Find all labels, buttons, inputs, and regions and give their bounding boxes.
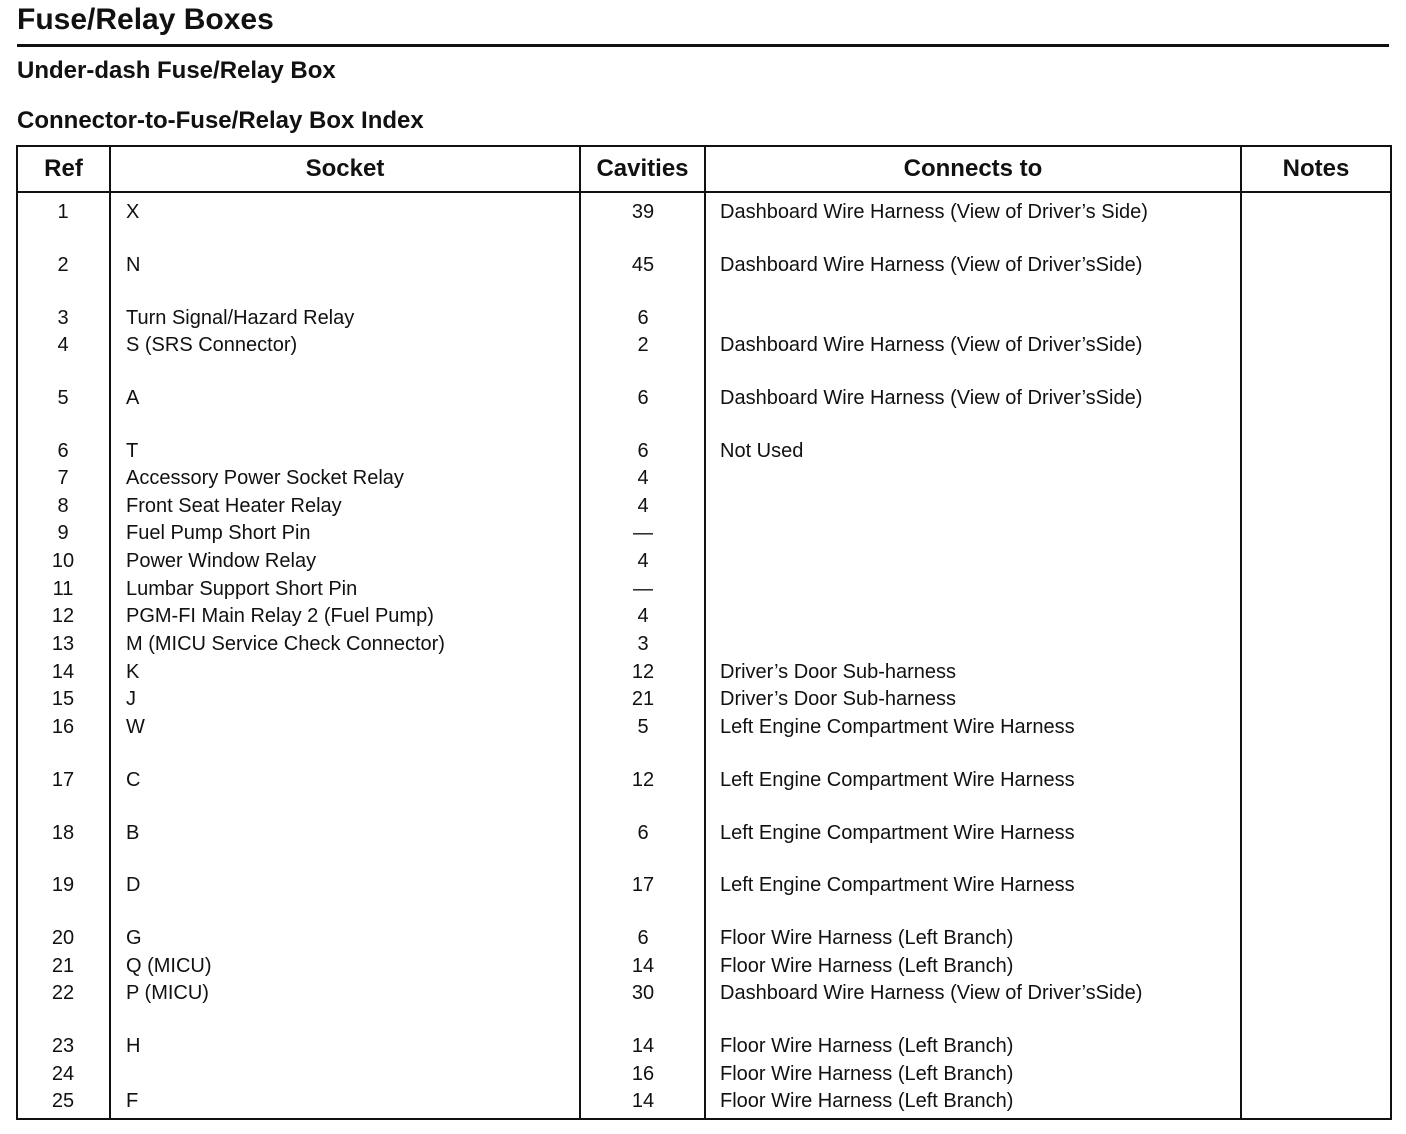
row-ref: 2 — [57, 254, 69, 276]
row-socket: Power Window Relay — [126, 550, 317, 572]
row-ref: 3 — [57, 307, 69, 329]
row-connects-to: Dashboard Wire Harness (View of Driver’s Side) — [720, 201, 1148, 223]
row-cavities: 14 — [631, 955, 655, 977]
row-cavities: 21 — [631, 688, 655, 710]
row-socket: M (MICU Service Check Connector) — [126, 633, 445, 655]
row-cavities: 4 — [637, 495, 649, 517]
row-socket: H — [126, 1035, 141, 1057]
row-socket: D — [126, 874, 141, 896]
table-row — [0, 604, 1406, 628]
row-cavities: 4 — [637, 467, 649, 489]
row-cavities: 12 — [631, 769, 655, 791]
header-connects-to: Connects to — [903, 155, 1043, 182]
row-socket: Lumbar Support Short Pin — [126, 578, 358, 600]
row-ref: 12 — [51, 605, 75, 627]
row-connects-to: Left Engine Compartment Wire Harness — [720, 874, 1075, 896]
row-socket: P (MICU) — [126, 982, 209, 1004]
row-ref: 18 — [51, 822, 75, 844]
table-row — [0, 577, 1406, 601]
header-socket: Socket — [305, 155, 385, 182]
table-row — [0, 1089, 1406, 1113]
row-ref: 25 — [51, 1090, 75, 1112]
table-row — [0, 926, 1406, 950]
table-row — [0, 1062, 1406, 1086]
row-cavities: 12 — [631, 661, 655, 683]
table-row — [0, 439, 1406, 463]
table-row — [0, 333, 1406, 357]
table-row — [0, 715, 1406, 739]
page-title: Fuse/Relay Boxes — [17, 3, 274, 36]
row-cavities: 45 — [631, 254, 655, 276]
table-row — [0, 768, 1406, 792]
row-cavities: 39 — [631, 201, 655, 223]
row-socket: Front Seat Heater Relay — [126, 495, 342, 517]
table-row — [0, 386, 1406, 410]
row-ref: 14 — [51, 661, 75, 683]
row-connects-to: Left Engine Compartment Wire Harness — [720, 716, 1075, 738]
row-socket: K — [126, 661, 140, 683]
row-ref: 10 — [51, 550, 75, 572]
row-socket: Q (MICU) — [126, 955, 212, 977]
table-row — [0, 687, 1406, 711]
table-row — [0, 521, 1406, 545]
row-socket: X — [126, 201, 140, 223]
table-row — [0, 549, 1406, 573]
row-connects-to: Floor Wire Harness (Left Branch) — [720, 1035, 1014, 1057]
row-connects-to: Floor Wire Harness (Left Branch) — [720, 1090, 1014, 1112]
row-cavities: 2 — [637, 334, 649, 356]
row-ref: 5 — [57, 387, 69, 409]
row-connects-to: Floor Wire Harness (Left Branch) — [720, 1063, 1014, 1085]
row-ref: 8 — [57, 495, 69, 517]
row-ref: 16 — [51, 716, 75, 738]
table-row — [0, 632, 1406, 656]
table-row — [0, 200, 1406, 224]
row-connects-to: Left Engine Compartment Wire Harness — [720, 769, 1075, 791]
table-row — [0, 873, 1406, 897]
row-ref: 4 — [57, 334, 69, 356]
row-connects-to: Floor Wire Harness (Left Branch) — [720, 927, 1014, 949]
table-row — [0, 466, 1406, 490]
subheading: Under-dash Fuse/Relay Box — [17, 57, 336, 84]
row-ref: 15 — [51, 688, 75, 710]
row-ref: 1 — [57, 201, 69, 223]
row-cavities: 16 — [631, 1063, 655, 1085]
header-notes: Notes — [1282, 155, 1350, 182]
table-row — [0, 821, 1406, 845]
row-cavities: 17 — [631, 874, 655, 896]
row-cavities: 6 — [637, 822, 649, 844]
row-connects-to: Driver’s Door Sub-harness — [720, 688, 957, 710]
row-socket: W — [126, 716, 145, 738]
row-cavities: 6 — [637, 307, 649, 329]
row-cavities: 6 — [637, 440, 649, 462]
row-cavities: 4 — [637, 605, 649, 627]
row-socket: J — [126, 688, 136, 710]
row-cavities: 5 — [637, 716, 649, 738]
row-ref: 13 — [51, 633, 75, 655]
row-connects-to: Floor Wire Harness (Left Branch) — [720, 955, 1014, 977]
table-row — [0, 954, 1406, 978]
row-cavities: 4 — [637, 550, 649, 572]
row-socket: Fuel Pump Short Pin — [126, 522, 311, 544]
row-ref: 21 — [51, 955, 75, 977]
row-ref: 6 — [57, 440, 69, 462]
row-socket: PGM-FI Main Relay 2 (Fuel Pump) — [126, 605, 434, 627]
table-row — [0, 660, 1406, 684]
row-ref: 23 — [51, 1035, 75, 1057]
table-row — [0, 494, 1406, 518]
header-ref: Ref — [44, 155, 83, 182]
row-socket: A — [126, 387, 140, 409]
row-socket: B — [126, 822, 140, 844]
row-socket: C — [126, 769, 141, 791]
table-row — [0, 253, 1406, 277]
row-socket: Accessory Power Socket Relay — [126, 467, 404, 489]
row-socket: S (SRS Connector) — [126, 334, 298, 356]
row-ref: 20 — [51, 927, 75, 949]
row-cavities: 6 — [637, 927, 649, 949]
row-ref: 7 — [57, 467, 69, 489]
row-socket: N — [126, 254, 141, 276]
row-cavities: 3 — [637, 633, 649, 655]
row-cavities: 6 — [637, 387, 649, 409]
row-ref: 22 — [51, 982, 75, 1004]
row-connects-to: Dashboard Wire Harness (View of Driver’sSide) — [720, 387, 1143, 409]
row-ref: 11 — [52, 578, 74, 600]
row-socket: F — [126, 1090, 139, 1112]
table-row — [0, 1034, 1406, 1058]
row-connects-to: Left Engine Compartment Wire Harness — [720, 822, 1075, 844]
row-cavities: 30 — [631, 982, 655, 1004]
row-socket: G — [126, 927, 142, 949]
row-cavities: 14 — [631, 1035, 655, 1057]
table-row — [0, 981, 1406, 1005]
row-socket: Turn Signal/Hazard Relay — [126, 307, 355, 329]
row-connects-to: Not Used — [720, 440, 804, 462]
row-connects-to: Dashboard Wire Harness (View of Driver’sSide) — [720, 334, 1143, 356]
row-connects-to: Dashboard Wire Harness (View of Driver’sSide) — [720, 254, 1143, 276]
row-cavities: — — [633, 522, 653, 544]
section-title: Connector-to-Fuse/Relay Box Index — [17, 107, 424, 134]
table-row — [0, 306, 1406, 330]
row-ref: 17 — [51, 769, 75, 791]
row-connects-to: Dashboard Wire Harness (View of Driver’sSide) — [720, 982, 1143, 1004]
row-ref: 24 — [51, 1063, 75, 1085]
row-connects-to: Driver’s Door Sub-harness — [720, 661, 957, 683]
row-ref: 19 — [51, 874, 75, 896]
row-socket: T — [126, 440, 139, 462]
header-cavities: Cavities — [596, 155, 689, 182]
row-cavities: — — [633, 578, 653, 600]
row-cavities: 14 — [631, 1090, 655, 1112]
row-ref: 9 — [57, 522, 69, 544]
